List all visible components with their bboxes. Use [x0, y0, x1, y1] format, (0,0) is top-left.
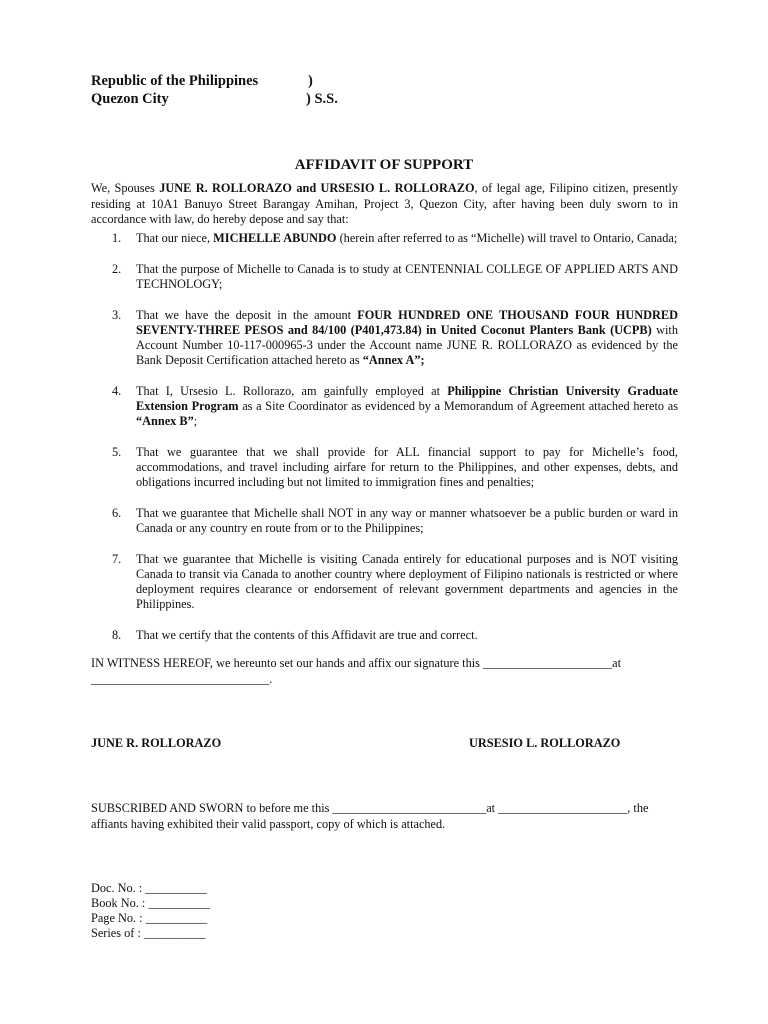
venue-mark-ss: ) S.S.: [306, 91, 338, 107]
item-text: That our niece,: [136, 231, 214, 245]
item-text: That we guarantee that Michelle is visiting Canada entirely for educational purposes and is NOT visiting Canada to transit via Canada to another country where deployment of Filipino nationals is restricted or where deployment requires clearance or endorsement of relevant government departments and agencies in the Philippines.: [136, 552, 678, 611]
document-title: AFFIDAVIT OF SUPPORT: [294, 157, 474, 173]
venue-row-1: [91, 72, 313, 90]
item-text: That we guarantee that we shall provide for ALL financial support to pay for Michelle’s food, accommodations, and travel including airfare for return to the Philippines, and other expenses, debts, and obligations incurred including but not limited to immigration fines and penalties;: [136, 445, 678, 489]
venue-republic: Republic of the Philippines: [91, 73, 259, 89]
list-item: [91, 384, 678, 429]
book-no: Book No. : __________: [91, 896, 210, 910]
list-item: [91, 445, 678, 490]
witness-clause: IN WITNESS HEREOF, we hereunto set our hands and affix our signature this _____________________at _____________________________.: [91, 656, 621, 686]
venue-mark-1: ): [308, 73, 313, 89]
venue-city: Quezon City: [91, 91, 169, 107]
notarial-register: [91, 881, 210, 941]
item-text: ;: [193, 414, 198, 428]
series-of: Series of : __________: [91, 926, 206, 940]
venue-row-2: [91, 90, 338, 108]
item-bold-text: FOUR HUNDRED ONE THOUSAND FOUR HUNDRED SEVENTY-THREE PESOS and 84/100 (P401,473.84) in United Coconut Planters Bank (UCPB): [136, 308, 678, 337]
item-text: That we guarantee that Michelle shall NOT in any way or manner whatsoever be a public burden or ward in Canada or any country en route from or to the Philippines;: [136, 506, 678, 535]
list-item: [91, 308, 678, 368]
item-text: (herein after referred to as “Michelle) will travel to Ontario, Canada;: [336, 231, 678, 245]
item-number: 6.: [112, 506, 122, 520]
list-item: [91, 628, 678, 643]
venue-block: [91, 72, 338, 108]
item-number: 5.: [112, 445, 122, 459]
item-bold-text: Philippine Christian University Graduate Extension Program: [136, 384, 678, 413]
item-text: That I, Ursesio L. Rollorazo, am gainfully employed at: [136, 384, 448, 398]
jurat-clause: SUBSCRIBED AND SWORN to before me this _________________________at _____________________, the affiants having exhibited their valid passport, copy of which is attached.: [91, 801, 649, 831]
item-text: with Account Number 10-117-000965-3 under the Account name JUNE R. ROLLORAZO as evidenced by the Bank Deposit Certification attached hereto as: [136, 323, 679, 367]
statement-list: [91, 231, 678, 659]
intro-affiants: JUNE R. ROLLORAZO and URSESIO L. ROLLORAZO: [159, 181, 475, 195]
intro-paragraph: [91, 181, 678, 228]
item-number: 1.: [112, 231, 122, 245]
intro-text-a: We, Spouses: [91, 181, 160, 195]
signatory-june: JUNE R. ROLLORAZO: [91, 736, 222, 750]
list-item: [91, 506, 678, 536]
doc-no: Doc. No. : __________: [91, 881, 207, 895]
item-annex-ref: “Annex B”: [136, 414, 194, 428]
item-bold-text: MICHELLE ABUNDO: [213, 231, 337, 245]
item-number: 7.: [112, 552, 122, 566]
item-text: as a Site Coordinator as evidenced by a Memorandum of Agreement attached hereto as: [238, 399, 678, 413]
list-item: [91, 262, 678, 292]
item-annex-ref: “Annex A”;: [362, 353, 425, 367]
item-number: 4.: [112, 384, 122, 398]
item-text: That we have the deposit in the amount: [136, 308, 358, 322]
item-number: 3.: [112, 308, 122, 322]
item-number: 2.: [112, 262, 122, 276]
list-item: [91, 231, 678, 246]
item-text: That we certify that the contents of this Affidavit are true and correct.: [136, 628, 478, 642]
item-text: That the purpose of Michelle to Canada is to study at CENTENNIAL COLLEGE OF APPLIED ARTS AND TECHNOLOGY;: [136, 262, 678, 291]
signatory-ursesio: URSESIO L. ROLLORAZO: [469, 736, 621, 750]
page-no: Page No. : __________: [91, 911, 208, 925]
intro-text-b: , of legal age, Filipino citizen, presently residing at 10A1 Banuyo Street Barangay Amihan, Project 3, Quezon City, after having been duly sworn to in accordance with law, do hereby depose and say that:: [91, 181, 678, 226]
list-item: [91, 552, 678, 612]
item-number: 8.: [112, 628, 122, 642]
